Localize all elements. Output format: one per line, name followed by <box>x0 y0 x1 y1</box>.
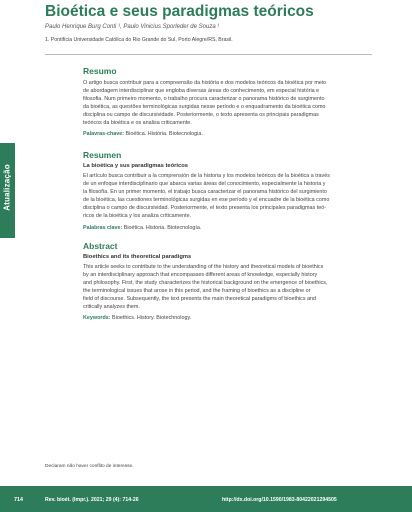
article-affiliation: 1. Pontifícia Universidade Católica do Rio Grande do Sul, Porto Alegre/RS, Brasil. <box>45 37 233 43</box>
abstract-line: This article seeks to contribute to the understanding of the history and theoretical models of bioethics <box>83 264 324 270</box>
resumo-heading: Resumo <box>83 66 117 76</box>
abstract-line: the terminological issues that arose in this period, and the framing of bioethics as a discipline or <box>83 288 311 294</box>
footer-doi-link[interactable]: http://dx.doi.org/10.1590/1983-80422021294505 <box>222 497 337 503</box>
resumo-line: filosofia. Num primeiro momento, o trabalho procura caracterizar o panorama histórico de surgimento <box>83 96 325 102</box>
resumen-line: ricos de la bioética y los analiza críticamente. <box>83 213 192 219</box>
article-title: Bioética e seus paradigmas teóricos <box>45 3 314 20</box>
resumen-keywords-label: Palabras clave: <box>83 225 123 231</box>
resumo-keywords-label: Palavras-chave: <box>83 131 125 137</box>
resumo-line: de abordagem interdisciplinar que engloba diversas áreas do conhecimento, em especial história e <box>83 88 320 94</box>
resumen-line: la filosofía. En un primer momento, el trabajo busca caracterizar el panorama histórico del surgimiento <box>83 189 327 195</box>
resumo-line: teóricos da bioética e os analisa criticamente. <box>83 120 192 126</box>
abstract-keywords <box>83 315 191 321</box>
abstract-line: and philosophy. First, the study characterizes the historical background on the emergence of bioethics, <box>83 280 328 286</box>
resumen-line: El artículo busca contribuir a la comprensión de la historia y los modelos teóricos de la bioética a través <box>83 173 330 179</box>
footer-citation: Rev. bioét. (Impr.). 2021; 29 (4): 714-26 <box>45 497 139 503</box>
resumo-line: da bioética, as questões terminológicas surgidas nesse período e o enquadramento da bioética como <box>83 104 326 110</box>
resumen-line: de la bioética, las cuestiones terminológicas surgidas en ese período y el encuadre de la bioética como <box>83 197 330 203</box>
abstract-keywords-label: Keywords: <box>83 315 111 321</box>
resumen-keywords <box>83 225 201 231</box>
resumen-line: de un enfoque interdisciplinario que abarca varias áreas del conocimiento, especialmente la historia y <box>83 181 326 187</box>
abstract-keywords-values: Bioethics. History. Biotechnology. <box>110 315 192 321</box>
resumen-heading: Resumen <box>83 150 122 160</box>
resumo-keywords <box>83 131 203 137</box>
abstract-line: by an interdisciplinary approach that encompasses different areas of knowledge, especially history <box>83 272 318 278</box>
footer-page-number: 714 <box>14 497 23 503</box>
abstract-line: critically analyzes them. <box>83 304 140 310</box>
section-side-label: Atualização <box>2 164 12 211</box>
abstract-line: field of discourse. Subsequently, the text presents the main theoretical paradigms of bioethics and <box>83 296 317 302</box>
conflict-of-interest-note: Declaram não haver conflito de interesse. <box>45 464 134 469</box>
abstract-heading: Abstract <box>83 241 118 251</box>
resumo-line: disciplina ou campo de discursividade. Posteriormente, o texto apresenta os principais paradigmas <box>83 112 319 118</box>
resumo-line: O artigo busca contribuir para a compreensão da história e dos modelos teóricos da bioética por meio <box>83 80 327 86</box>
resumen-subtitle: La bioética y sus paradigmas teóricos <box>83 163 189 169</box>
resumen-line: disciplina o campo de discursividad. Posteriormente, el texto presenta los principales paradigmas teó- <box>83 205 327 211</box>
resumo-keywords-values: Bioética. História. Biotecnologia. <box>124 131 203 137</box>
resumen-keywords-values: Bioética. Historia. Biotecnología. <box>122 225 202 231</box>
article-authors: Paulo Henrique Burg Conti ¹, Paulo Vinicius Sporleder de Souza ¹ <box>45 24 220 30</box>
header-divider <box>45 54 372 55</box>
abstract-subtitle: Bioethics and its theoretical paradigms <box>83 254 192 260</box>
